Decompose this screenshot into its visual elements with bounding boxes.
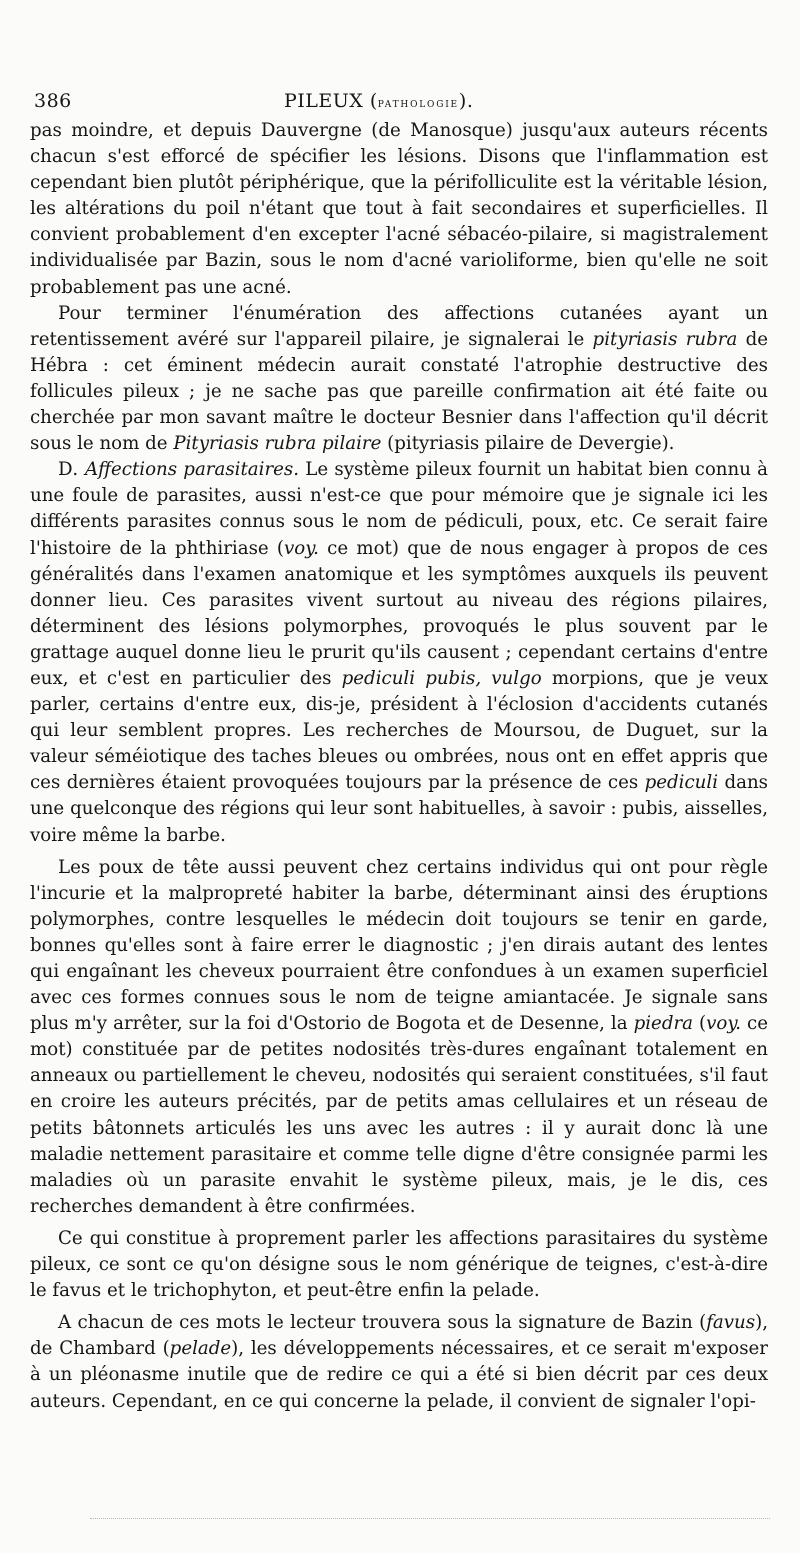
p3-text-3: morpions, que je veux parler, certains d'entre eux, dis-je, président à l'éclosion d'accidents cutanés qui leur semblent propres. Les recherches de Moursou, de Duguet, sur la valeur séméiotique des taches bleues ou ombrées, nous ont en effet appris que ces dernières étaient provoquées toujours par la présence de ces — [30, 667, 768, 794]
paragraph-5: Ce qui constitue à proprement parler les affections parasitaires du système pileux, ce sont ce qu'on désigne sous le nom générique de teignes, c'est-à-dire le favus et le trichophyton, et peut-être enfin la pelade. — [30, 1227, 768, 1302]
p3-italic-3: pediculi — [644, 772, 719, 794]
book-page — [30, 88, 768, 1415]
paragraph-4 — [30, 855, 768, 1220]
running-title-sub: pathologie — [377, 95, 459, 110]
running-title — [284, 90, 473, 112]
p6-italic-1: favus — [706, 1312, 756, 1334]
p4-text-3: ce mot) constituée par de petites nodosités très-dures engaînant totalement en anneaux ou partiellement le cheveu, nodosités qui seraient constituées, s'il faut en croire les auteurs précités, par de petits amas cellulaires et un réseau de petits bâtonnets articulés les uns avec les autres : il y aurait donc là une maladie nettement parasitaire et comme telle digne d'être consignée parmi les maladies où un parasite envahit le système pileux, mais, je le dis, ces recherches demandent à être confirmées. — [30, 1013, 769, 1217]
paragraph-2 — [30, 301, 768, 458]
p2-text-1: Pour terminer l'énumération des affections cutanées ayant un retentissement avéré sur l'appareil pilaire, je signalerai le — [30, 302, 768, 350]
p2-italic-1: pityriasis rubra — [592, 328, 738, 350]
p4-text-2: ( — [693, 1013, 707, 1035]
paragraph-1: pas moindre, et depuis Dauvergne (de Manosque) jusqu'aux auteurs récents chacun s'est efforcé de spécifier les lésions. Disons que l'inflammation est cependant bien plutôt périphérique, que la périfolliculite est la véritable lésion, les altérations du poil n'étant que tout à fait secondaires et superficielles. Il convient probablement d'en excepter l'acné sébacéo-pilaire, si magistralement individualisée par Bazin, sous le nom d'acné varioliforme, bien qu'elle ne soit probablement pas une acné. — [30, 120, 768, 298]
p4-italic-2: voy. — [706, 1013, 742, 1035]
paragraph-6 — [30, 1310, 768, 1414]
page-number: 386 — [34, 90, 72, 112]
p3-text-2: ce mot) que de nous engager à propos de ces généralités dans l'examen anatomique et les symptômes auxquels ils peuvent donner lieu. Ces parasites vivent surtout au niveau des régions pilaires, déterminent des lésions polymorphes, provoqués le plus souvent par le grattage auquel donne lieu le prurit qu'ils causent ; cependant certains d'entre eux, et c'est en particulier des — [30, 537, 768, 689]
p6-text-1: A chacun de ces mots le lecteur trouvera sous la signature de Bazin ( — [58, 1312, 707, 1334]
section-heading: Affections parasitaires. — [84, 459, 300, 481]
bleed-through-rule — [90, 1518, 770, 1519]
paragraph-3 — [30, 457, 768, 848]
p3-text-1: Le système pileux fournit un habitat bien connu à une foule de parasites, aussi n'est-ce que pour mémoire que je signale ici les différents parasites connus sous le nom de pédiculi, poux, etc. Ce serait faire l'histoire de la phthiriase ( — [30, 459, 768, 559]
p2-text-3: (pityriasis pilaire de Devergie). — [381, 433, 675, 455]
p3-italic-1: voy. — [284, 537, 319, 559]
p6-italic-2: pelade — [169, 1338, 232, 1360]
p4-italic-1: piedra — [633, 1013, 693, 1035]
running-title-main: PILEUX ( — [284, 90, 378, 112]
p3-italic-2: pediculi pubis, vulgo — [341, 667, 542, 689]
p2-text-2: de Hébra : cet éminent médecin aurait constaté l'atrophie destructive des follicules pileux ; je ne sache pas que pareille confirmation ait été faite ou cherchée par mon savant maître le docteur Besnier dans l'affection qu'il décrit sous le nom de — [30, 328, 769, 455]
section-label: D. — [58, 459, 79, 481]
running-header — [30, 88, 768, 118]
p6-text-3: ), les développements nécessaires, et ce serait m'exposer à un pléonasme inutile que de redire ce qui a été si bien décrit par ces deux auteurs. Cependant, en ce qui concerne la pelade, il convient de signaler l'opi- — [30, 1338, 769, 1412]
p4-text-1: Les poux de tête aussi peuvent chez certains individus qui ont pour règle l'incurie et la malpropreté habiter la barbe, déterminant ainsi des éruptions polymorphes, contre lesquelles le médecin doit toujours se tenir en garde, bonnes qu'elles sont à faire errer le diagnostic ; j'en dirais autant des lentes qui engaînant les cheveux pourraient être confondues à un examen superficiel avec ces formes connues sous le nom de teigne amiantacée. Je signale sans plus m'y arrêter, sur la foi d'Ostorio de Bogota et de Desenne, la — [30, 856, 768, 1035]
running-title-end: ). — [458, 90, 474, 112]
p3-text-4: dans une quelconque des régions qui leur sont habituelles, à savoir : pubis, aisselles, voire même la barbe. — [30, 772, 768, 846]
p2-italic-2: Pityriasis rubra pilaire — [173, 433, 382, 455]
p6-text-2: ), de Chambard ( — [30, 1312, 768, 1360]
